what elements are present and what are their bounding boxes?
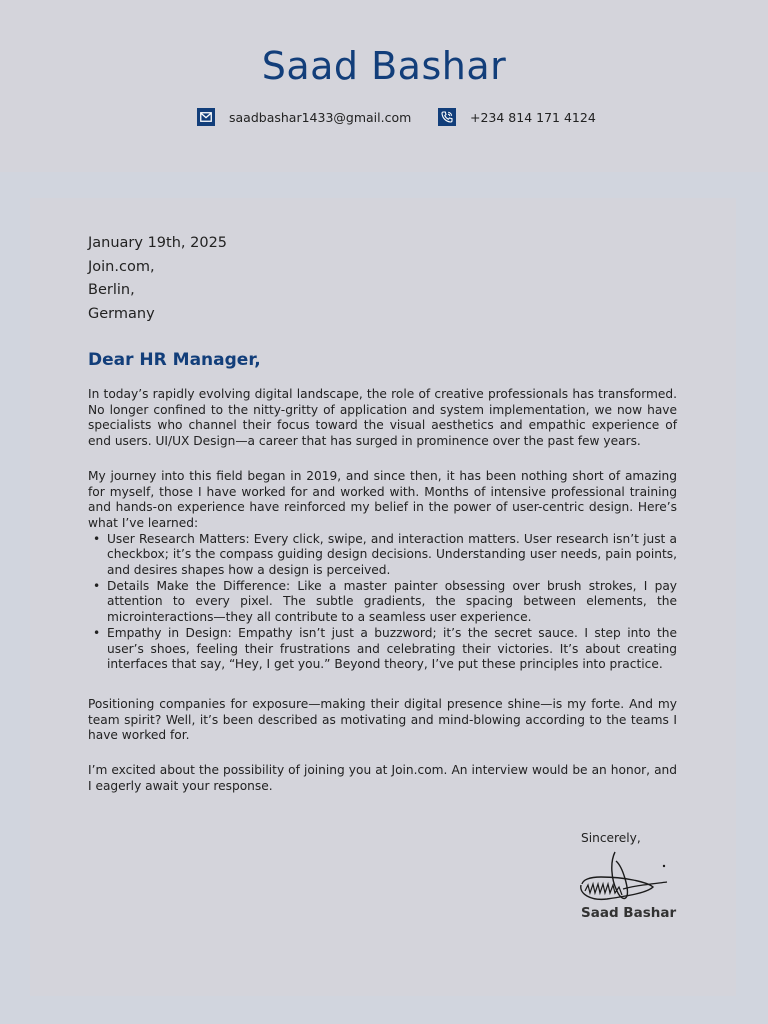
company-country: Germany (88, 305, 155, 322)
lessons-list (88, 532, 677, 673)
envelope-icon (197, 108, 215, 126)
list-item: • User Research Matters: Every click, swipe, and interaction matters. User research isn’t just a checkbox; it’s the compass guiding design decisions. Understanding user needs, pain points, and desires shapes how a design is perceived. (88, 532, 677, 579)
email-text[interactable]: saadbashar1433@gmail.com (229, 109, 412, 125)
list-item: • Empathy in Design: Empathy isn’t just a buzzword; it’s the secret sauce. I step into the user’s shoes, feeling their frustrations and celebrating their victories. It’s about creating interfaces that say, “Hey, I get you.” Beyond theory, I’ve put these principles into practice. (88, 626, 677, 673)
signature-image (577, 849, 673, 911)
letterhead (0, 0, 768, 172)
letter-date: January 19th, 2025 (88, 235, 228, 251)
company-name: Join.com, (88, 258, 155, 275)
signer-name: Saad Bashar (581, 905, 677, 921)
sign-off (581, 831, 711, 921)
phone-contact[interactable] (438, 108, 596, 126)
applicant-name: Saad Bashar (261, 44, 507, 88)
list-item: • Details Make the Difference: Like a master painter obsessing over brush strokes, I pay attention to every pixel. The subtle gradients, the spacing between elements, the microinteractions—they all contribute to a seamless user experience. (88, 579, 677, 626)
team-paragraph: Positioning companies for exposure—making their digital presence shine—is my forte. And my team spirit? Well, it’s been described as motivating and mind-blowing according to the teams I have worked for. (88, 696, 677, 743)
intro-paragraph: In today’s rapidly evolving digital landscape, the role of creative professionals has transformed. No longer confined to the nitty-gritty of application and system implementation, we now have specialists who channel their focus toward the visual aesthetics and empathic experience of end users. UI/UX Design—a career that has surged in prominence over the past few years. (88, 387, 677, 449)
company-city: Berlin, (88, 282, 135, 298)
salutation: Dear HR Manager, (88, 350, 261, 370)
recipient-address (88, 232, 677, 326)
phone-text[interactable]: +234 814 171 4124 (470, 109, 596, 125)
closing-word: Sincerely, (581, 831, 641, 845)
journey-paragraph: My journey into this field began in 2019, and since then, it has been nothing short of amazing for myself, those I have worked for and worked with. Months of intensive professional training and hands-on experience have reinforced my belief in the power of user-centric design. Here’s what I’ve learned: (88, 468, 677, 530)
phone-icon (438, 108, 456, 126)
email-contact[interactable] (197, 108, 411, 126)
letter-body (88, 232, 677, 794)
closing-paragraph: I’m excited about the possibility of joining you at Join.com. An interview would be an honor, and I eagerly await your response. (88, 763, 677, 793)
